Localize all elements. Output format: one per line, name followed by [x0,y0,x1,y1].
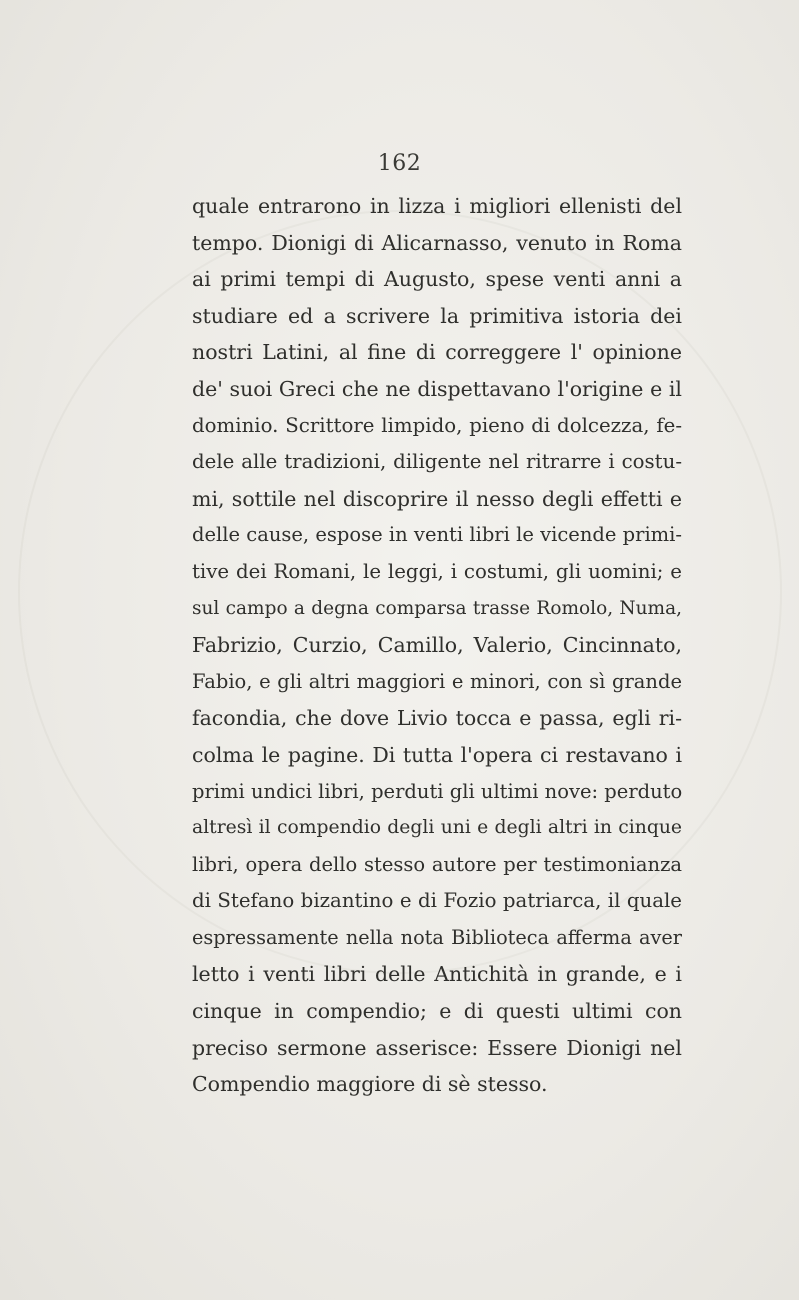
text-line: preciso sermone asserisce: Essere Dionigi nel [192,1035,682,1060]
page-number: 162 [377,151,422,176]
text-line: facondia, che dove Livio tocca e passa, egli ri- [192,706,682,731]
body-text [192,188,682,1103]
text-line: delle cause, espose in venti libri le vicende primi- [192,523,682,547]
text-line: de' suoi Greci che ne dispettavano l'origine e il [192,376,682,401]
text-line: primi undici libri, perduti gli ultimi nove: perduto [192,779,682,803]
text-line: mi, sottile nel discoprire il nesso degli effetti e [192,486,682,511]
text-line: Fabrizio, Curzio, Camillo, Valerio, Cincinnato, [192,633,682,658]
text-line: cinque in compendio; e di questi ultimi con [192,999,682,1024]
text-line: letto i venti libri delle Antichità in grande, e i [192,962,682,987]
text-line: tive dei Romani, le leggi, i costumi, gli uomini; e [192,559,682,583]
text-line: tempo. Dionigi di Alicarnasso, venuto in Roma [192,230,682,255]
text-line: dele alle tradizioni, diligente nel ritrarre i costu- [192,450,682,474]
text-line: nostri Latini, al fine di correggere l' opinione [192,340,682,365]
text-line: ai primi tempi di Augusto, spese venti anni a [192,267,682,292]
text-line: libri, opera dello stesso autore per testimonianza [192,852,682,876]
text-line: espressamente nella nota Biblioteca afferma aver [192,925,682,949]
text-line: colma le pagine. Di tutta l'opera ci restavano i [192,742,682,767]
text-line: di Stefano bizantino e di Fozio patriarca, il quale [192,889,682,913]
text-line: dominio. Scrittore limpido, pieno di dolcezza, fe- [192,413,682,437]
text-line: quale entrarono in lizza i migliori ellenisti del [192,194,682,218]
text-line: Compendio maggiore di sè stesso. [192,1072,548,1097]
text-line: altresì il compendio degli uni e degli altri in cinque [192,817,682,839]
text-line: Fabio, e gli altri maggiori e minori, con sì grande [192,669,682,693]
text-line: studiare ed a scrivere la primitiva istoria dei [192,303,682,328]
text-line: sul campo a degna comparsa trasse Romolo, Numa, [192,597,682,619]
